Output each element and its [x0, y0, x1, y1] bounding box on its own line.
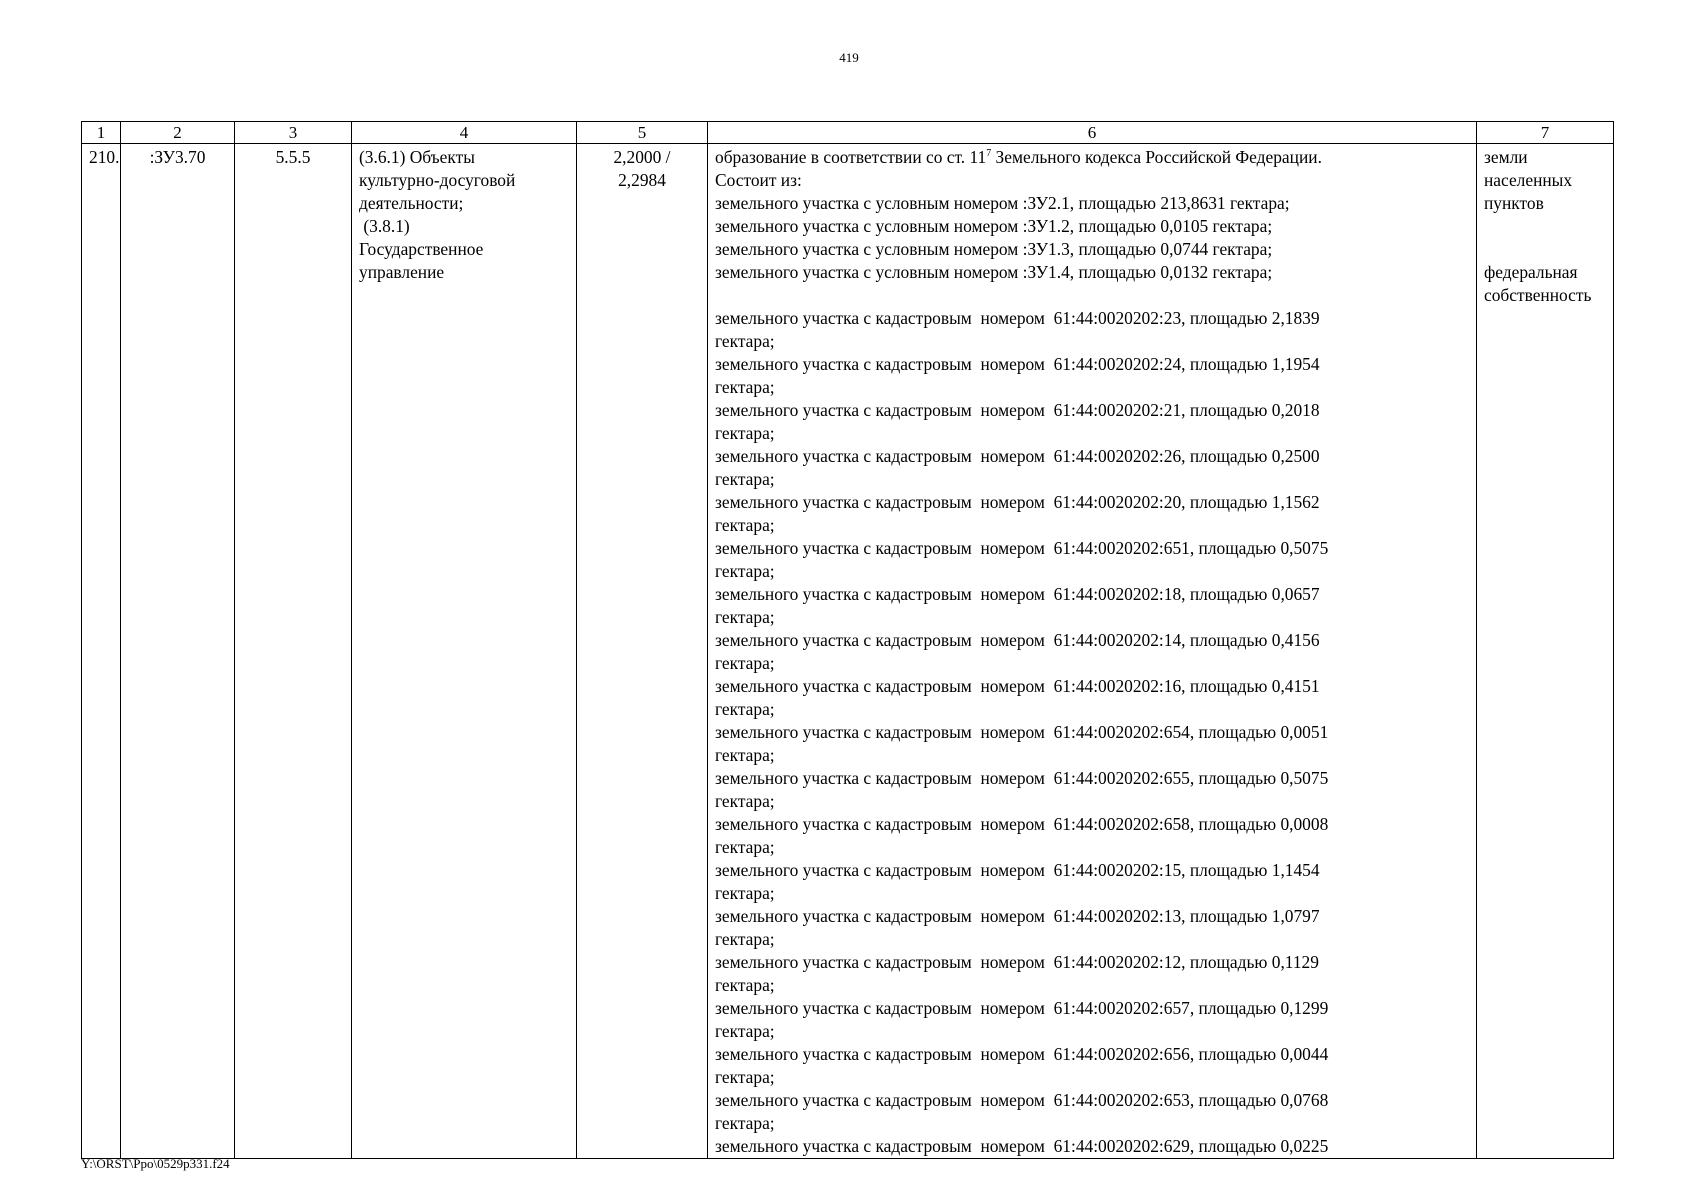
land-plots-table: [81, 121, 1614, 1159]
vri-code: 5.5.5: [235, 144, 352, 1159]
cadastral-plot-line: земельного участка с кадастровым номером 61:44:0020202:23, площадью 2,1839: [715, 308, 1320, 328]
cadastral-plot-line-continuation: гектара;: [715, 607, 775, 627]
conditional-plot-line: земельного участка с условным номером :ЗУ1.3, площадью 0,0744 гектара;: [715, 239, 1273, 259]
cadastral-plot-line-continuation: гектара;: [715, 1113, 775, 1133]
spacer: [1484, 215, 1606, 261]
description-cell: [708, 144, 1477, 1159]
cadastral-plot-line-continuation: гектара;: [715, 653, 775, 673]
cadastral-plot-line: земельного участка с кадастровым номером 61:44:0020202:18, площадью 0,0657: [715, 584, 1320, 604]
permitted-use-line: Государственное: [359, 239, 484, 259]
conditional-plot-line: земельного участка с условным номером :ЗУ1.2, площадью 0,0105 гектара;: [715, 216, 1273, 236]
table-row: [82, 144, 1614, 1159]
cadastral-plot-line-continuation: гектара;: [715, 929, 775, 949]
cadastral-plot-line-continuation: гектара;: [715, 745, 775, 765]
cadastral-plot-line: земельного участка с кадастровым номером 61:44:0020202:20, площадью 1,1562: [715, 492, 1320, 512]
cadastral-plot-line-continuation: гектара;: [715, 423, 775, 443]
cadastral-plot-line: земельного участка с кадастровым номером 61:44:0020202:658, площадью 0,0008: [715, 814, 1329, 834]
cadastral-plot-line: земельного участка с кадастровым номером 61:44:0020202:13, площадью 1,0797: [715, 906, 1320, 926]
column-header-6: 6: [708, 122, 1477, 144]
cadastral-plot-line: земельного участка с кадастровым номером 61:44:0020202:16, площадью 0,4151: [715, 676, 1320, 696]
cadastral-plot-line-continuation: гектара;: [715, 975, 775, 995]
intro-text: Земельного кодекса Российской Федерации.: [991, 147, 1322, 167]
column-header-2: 2: [121, 122, 235, 144]
cadastral-plot-line-continuation: гектара;: [715, 1067, 775, 1087]
cadastral-plot-line-continuation: гектара;: [715, 469, 775, 489]
cadastral-plot-line-continuation: гектара;: [715, 883, 775, 903]
ownership-line: федеральная: [1484, 262, 1578, 282]
category-cell: [1477, 144, 1614, 1159]
cadastral-plot-line: земельного участка с кадастровым номером 61:44:0020202:26, площадью 0,2500: [715, 446, 1320, 466]
cadastral-plot-line: земельного участка с кадастровым номером 61:44:0020202:654, площадью 0,0051: [715, 722, 1329, 742]
area-value: 2,2984: [618, 170, 666, 190]
permitted-use-cell: [352, 144, 577, 1159]
file-path-footer: Y:\ORST\Ppo\0529p331.f24: [81, 1156, 230, 1171]
land-category-line: населенных: [1484, 170, 1573, 190]
column-numbers-row: [82, 122, 1614, 144]
cadastral-plot-line: земельного участка с кадастровым номером 61:44:0020202:15, площадью 1,1454: [715, 860, 1320, 880]
land-category-line: земли: [1484, 147, 1528, 167]
article-superscript: 7: [986, 148, 992, 160]
cadastral-plot-line-continuation: гектара;: [715, 791, 775, 811]
conditional-plot-line: земельного участка с условным номером :ЗУ1.4, площадью 0,0132 гектара;: [715, 262, 1273, 282]
conditional-plot-line: земельного участка с условным номером :ЗУ2.1, площадью 213,8631 гектара;: [715, 193, 1290, 213]
plot-code: :ЗУ3.70: [121, 144, 235, 1159]
cadastral-plot-line-continuation: гектара;: [715, 1021, 775, 1041]
cadastral-plot-line-continuation: гектара;: [715, 837, 775, 857]
column-header-3: 3: [235, 122, 352, 144]
spacer: [715, 284, 1469, 307]
cadastral-plot-line: земельного участка с кадастровым номером 61:44:0020202:14, площадью 0,4156: [715, 630, 1320, 650]
description-intro: [715, 146, 1469, 169]
ownership-line: собственность: [1484, 285, 1592, 305]
row-number: 210.: [82, 144, 121, 1159]
cadastral-plot-line: земельного участка с кадастровым номером 61:44:0020202:657, площадью 0,1299: [715, 998, 1329, 1018]
land-category-line: пунктов: [1484, 193, 1544, 213]
cadastral-plot-line: земельного участка с кадастровым номером 61:44:0020202:653, площадью 0,0768: [715, 1090, 1329, 1110]
consists-label: Состоит из:: [715, 170, 802, 190]
permitted-use-line: (3.8.1): [359, 216, 410, 236]
cadastral-plot-line: земельного участка с кадастровым номером 61:44:0020202:12, площадью 0,1129: [715, 952, 1319, 972]
cadastral-plot-list: [715, 307, 1469, 1158]
permitted-use-line: культурно-досуговой: [359, 170, 516, 190]
page-number: 419: [839, 50, 859, 65]
cadastral-plot-line: земельного участка с кадастровым номером 61:44:0020202:656, площадью 0,0044: [715, 1044, 1329, 1064]
cadastral-plot-line: земельного участка с кадастровым номером 61:44:0020202:651, площадью 0,5075: [715, 538, 1329, 558]
cadastral-plot-line-continuation: гектара;: [715, 561, 775, 581]
cadastral-plot-line: земельного участка с кадастровым номером 61:44:0020202:629, площадью 0,0225: [715, 1136, 1329, 1156]
permitted-use-line: деятельности;: [359, 193, 464, 213]
column-header-5: 5: [577, 122, 708, 144]
cadastral-plot-line: земельного участка с кадастровым номером 61:44:0020202:21, площадью 0,2018: [715, 400, 1320, 420]
column-header-7: 7: [1477, 122, 1614, 144]
intro-text: образование в соответствии со ст. 11: [715, 147, 987, 167]
column-header-4: 4: [352, 122, 577, 144]
column-header-1: 1: [82, 122, 121, 144]
cadastral-plot-line: земельного участка с кадастровым номером 61:44:0020202:24, площадью 1,1954: [715, 354, 1320, 374]
cadastral-plot-line-continuation: гектара;: [715, 377, 775, 397]
permitted-use-line: управление: [359, 262, 445, 282]
area-cell: [577, 144, 708, 1159]
cadastral-plot-line-continuation: гектара;: [715, 515, 775, 535]
cadastral-plot-line-continuation: гектара;: [715, 699, 775, 719]
cadastral-plot-line-continuation: гектара;: [715, 331, 775, 351]
area-value: 2,2000 /: [613, 147, 671, 167]
cadastral-plot-line: земельного участка с кадастровым номером 61:44:0020202:655, площадью 0,5075: [715, 768, 1329, 788]
permitted-use-line: (3.6.1) Объекты: [359, 147, 475, 167]
